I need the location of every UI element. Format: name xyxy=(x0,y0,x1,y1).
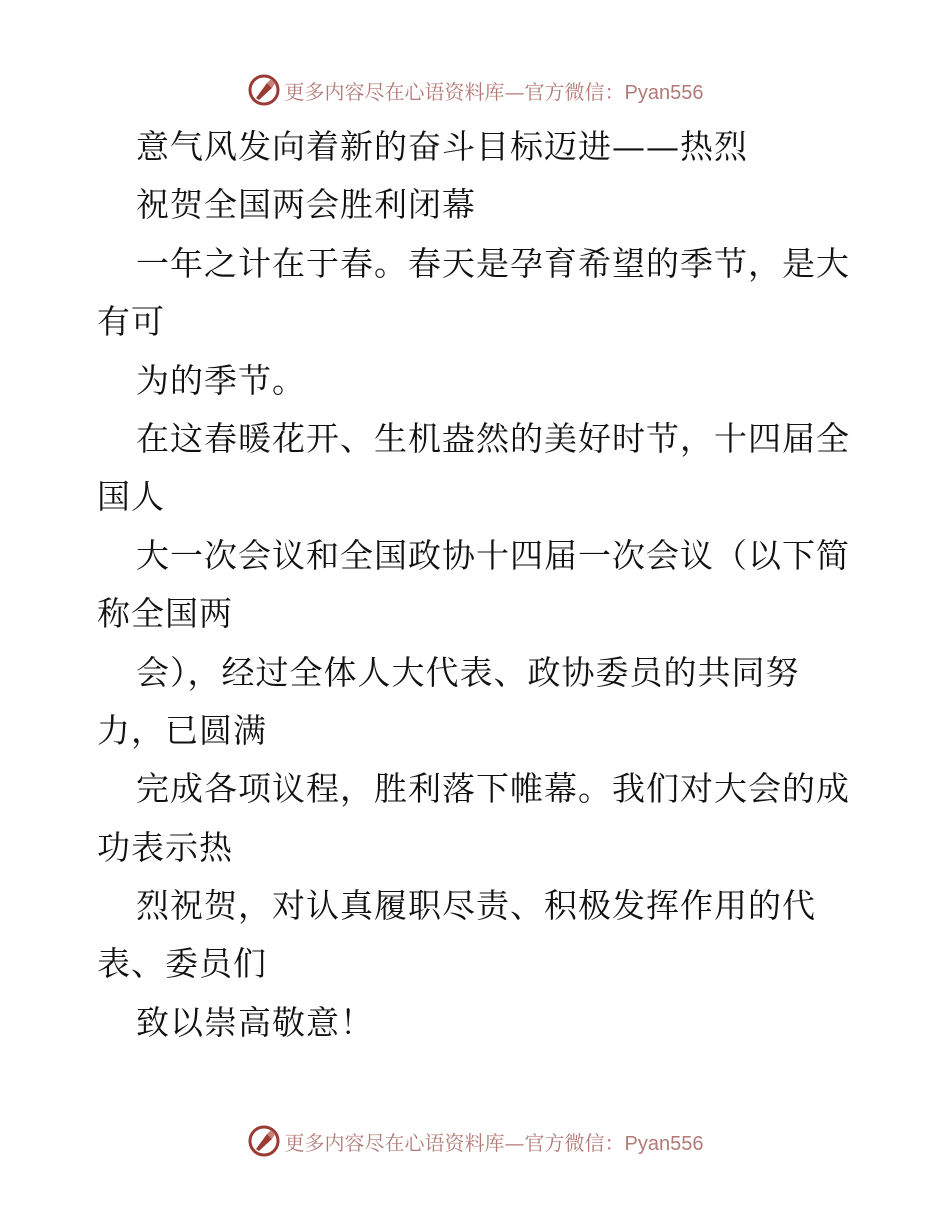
paragraph-line: 大一次会议和全国政协十四届一次会议（以下简 xyxy=(136,536,850,575)
paragraph-line: 烈祝贺，对认真履职尽责、积极发挥作用的代 xyxy=(136,886,816,925)
pen-nib-logo-icon xyxy=(247,73,281,107)
footer-watermark xyxy=(0,1121,950,1161)
document-title-line-1: 意气风发向着新的奋斗目标迈进——热烈 xyxy=(136,127,748,166)
paragraph-line: 称全国两 xyxy=(97,594,233,633)
paragraph-line: 有可 xyxy=(97,302,165,341)
paragraph-line: 致以崇高敬意！ xyxy=(136,1003,374,1042)
watermark-id: Pyan556 xyxy=(624,1132,704,1155)
paragraph-line: 力，已圆满 xyxy=(97,711,267,750)
paragraph-line: 功表示热 xyxy=(97,828,233,867)
header-watermark xyxy=(0,70,950,110)
pen-nib-logo-icon xyxy=(247,1124,281,1158)
paragraph-line: 表、委员们 xyxy=(97,944,267,983)
paragraph-line: 在这春暖花开、生机盎然的美好时节，十四届全 xyxy=(136,419,850,458)
paragraph-line: 完成各项议程，胜利落下帷幕。我们对大会的成 xyxy=(136,769,850,808)
watermark-id: Pyan556 xyxy=(624,81,704,104)
paragraph-line: 为的季节。 xyxy=(136,361,306,400)
paragraph-line: 一年之计在于春。春天是孕育希望的季节，是大 xyxy=(136,244,850,283)
watermark-text: 更多内容尽在心语资料库—官方微信：Pyan556 xyxy=(284,79,704,104)
watermark-text: 更多内容尽在心语资料库—官方微信：Pyan556 xyxy=(284,1130,704,1155)
paragraph-line: 会），经过全体人大代表、政协委员的共同努 xyxy=(136,653,800,692)
paragraph-line: 国人 xyxy=(97,477,165,516)
document-title-line-2: 祝贺全国两会胜利闭幕 xyxy=(136,185,476,224)
